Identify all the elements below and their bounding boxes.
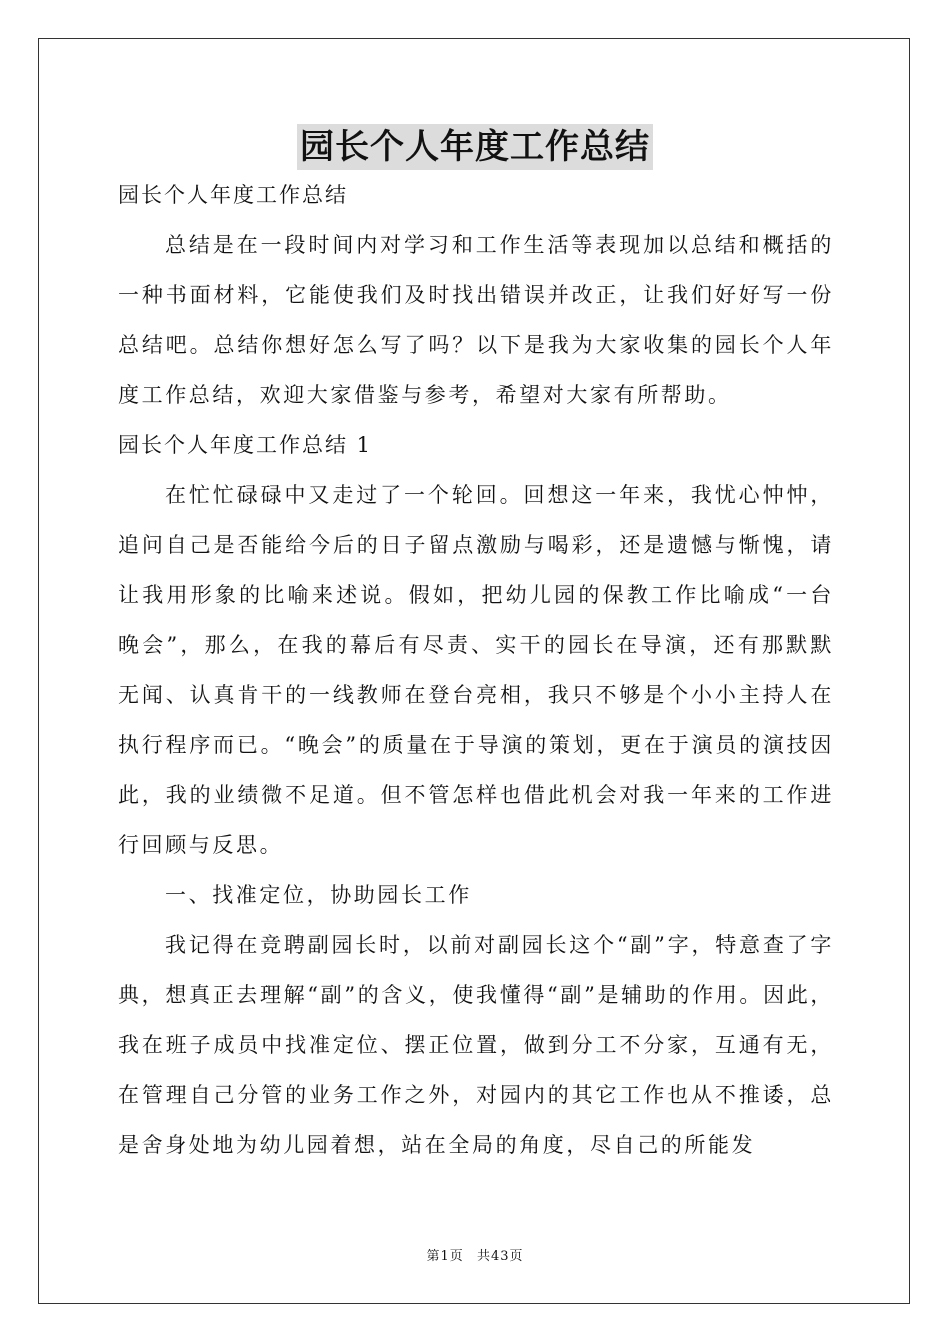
body-paragraph: 在忙忙碌碌中又走过了一个轮回。回想这一年来，我忧心忡忡，追问自己是否能给今后的日子留点激励与喝彩，还是遗憾与惭愧，请让我用形象的比喻来述说。假如，把幼儿园的保教工作比喻成“一台晚会”，那么，在我的幕后有尽责、实干的园长在导演，还有那默默无闻、认真肯干的一线教师在登台亮相，我只不够是个小小主持人在执行程序而已。“晚会”的质量在于导演的策划，更在于演员的演技因此，我的业绩微不足道。但不管怎样也借此机会对我一年来的工作进行回顾与反思。	[118, 483, 834, 857]
body-paragraph-2: 我记得在竞聘副园长时，以前对副园长这个“副”字，特意查了字典，想真正去理解“副”的含义，使我懂得“副”是辅助的作用。因此，我在班子成员中找准定位、摆正位置，做到分工不分家，互通有无，在管理自己分管的业务工作之外，对园内的其它工作也从不推诿，总是舍身处地为幼儿园着想，站在全局的角度，尽自己的所能发	[118, 933, 834, 1157]
intro-paragraph: 总结是在一段时间内对学习和工作生活等表现加以总结和概括的一种书面材料，它能使我们及时找出错误并改正，让我们好好写一份总结吧。总结你想好怎么写了吗？以下是我为大家收集的园长个人年度工作总结，欢迎大家借鉴与参考，希望对大家有所帮助。	[118, 233, 834, 407]
page-total: 共43页	[476, 1249, 524, 1264]
subheading: 一、找准定位，协助园长工作	[165, 883, 472, 907]
document-title: 园长个人年度工作总结	[297, 124, 653, 170]
page-footer	[0, 1245, 950, 1264]
page-number: 第1页	[426, 1249, 464, 1264]
section-heading: 园长个人年度工作总结 1	[118, 433, 373, 457]
document-body	[118, 178, 834, 1170]
subtitle: 园长个人年度工作总结	[118, 183, 348, 207]
title-container	[0, 124, 950, 170]
